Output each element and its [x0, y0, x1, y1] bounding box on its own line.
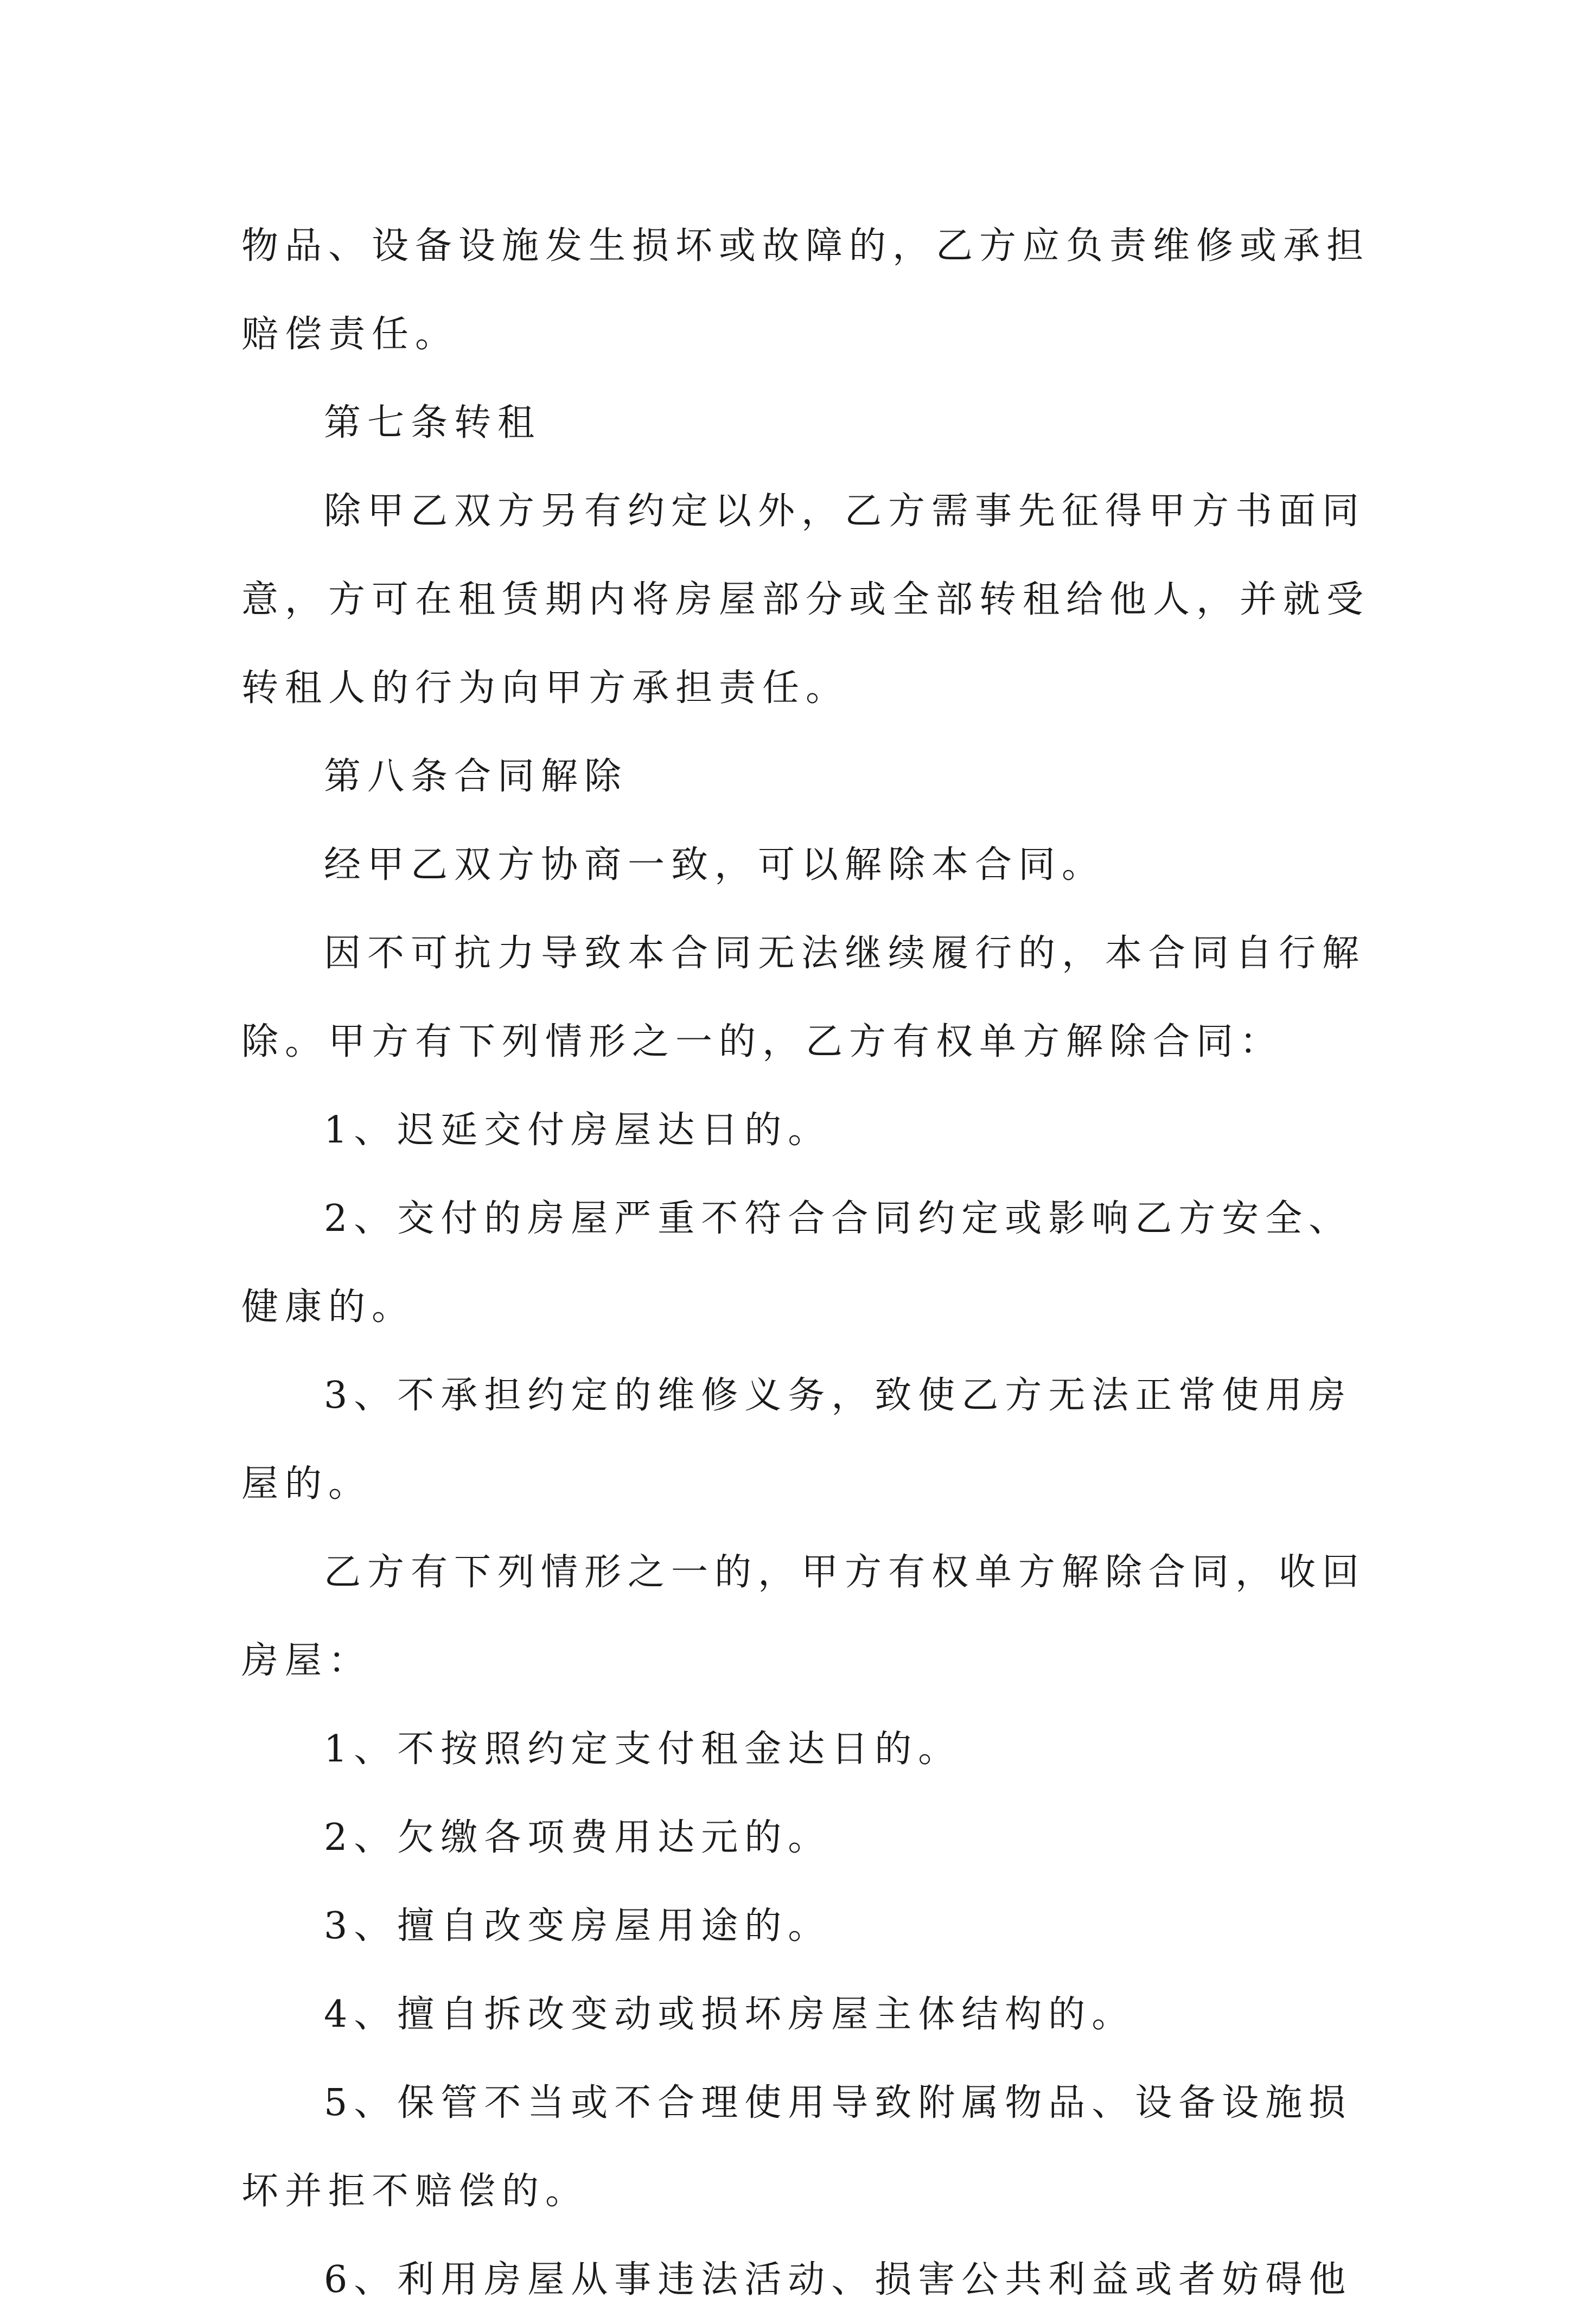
text-line: 除甲乙双方另有约定以外，乙方需事先征得甲方书面同	[324, 490, 1366, 533]
text-line: 经甲乙双方协商一致，可以解除本合同。	[324, 844, 1106, 886]
text-line: 健康的。	[241, 1286, 416, 1329]
section-heading: 第七条转租	[324, 401, 541, 444]
list-item: 6、利用房屋从事违法活动、损害公共利益或者妨碍他	[324, 2258, 1352, 2301]
list-item: 2、交付的房屋严重不符合合同约定或影响乙方安全、	[324, 1197, 1352, 1240]
text-line: 房屋：	[241, 1639, 372, 1682]
text-line: 屋的。	[241, 1463, 372, 1505]
text-line: 除。甲方有下列情形之一的，乙方有权单方解除合同：	[241, 1020, 1284, 1063]
list-item: 3、擅自改变房屋用途的。	[324, 1905, 832, 1948]
list-item: 3、不承担约定的维修义务，致使乙方无法正常使用房	[324, 1374, 1352, 1417]
list-item: 5、保管不当或不合理使用导致附属物品、设备设施损	[324, 2082, 1352, 2124]
text-line: 坏并拒不赔偿的。	[241, 2170, 589, 2213]
text-line: 意，方可在租赁期内将房屋部分或全部转租给他人，并就受	[241, 578, 1370, 621]
section-heading: 第八条合同解除	[324, 755, 628, 798]
list-item: 2、欠缴各项费用达元的。	[324, 1816, 832, 1859]
text-line: 赔偿责任。	[241, 313, 459, 356]
text-line: 因不可抗力导致本合同无法继续履行的，本合同自行解	[324, 932, 1366, 975]
text-line: 物品、设备设施发生损坏或故障的，乙方应负责维修或承担	[241, 225, 1370, 267]
list-item: 1、迟延交付房屋达日的。	[324, 1109, 832, 1152]
text-line: 乙方有下列情形之一的，甲方有权单方解除合同，收回	[324, 1551, 1366, 1594]
document-body	[241, 202, 1370, 2324]
text-line: 转租人的行为向甲方承担责任。	[241, 667, 850, 710]
list-item: 1、不按照约定支付租金达日的。	[324, 1728, 962, 1771]
list-item: 4、擅自拆改变动或损坏房屋主体结构的。	[324, 1993, 1135, 2036]
